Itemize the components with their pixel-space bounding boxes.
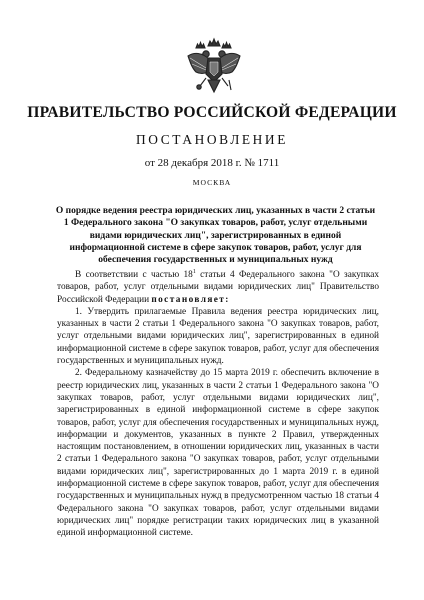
preamble-paragraph [57,269,379,306]
preamble-text-cont: статьи 4 Федерального закона "О закупках товаров, работ, услуг отдельными видами юридических лиц" Правительство Российской Федерации [57,270,379,305]
russian-coat-of-arms-icon [184,34,244,100]
document-body [57,269,379,540]
document-date-number: от 28 декабря 2018 г. № 1711 [144,157,280,169]
superscript-number: 1 [192,268,196,275]
document-type: ПОСТАНОВЛЕНИЕ [136,132,288,147]
preamble-text: В соответствии с частью 18 [75,270,193,280]
decree-word: постановляет: [151,294,230,305]
paragraph-1: 1. Утвердить прилагаемые Правила ведения реестра юридических лиц, указанных в части 2 статьи 1 Федерального закона "О закупках товаров, работ, услуг отдельными видами юридических лиц", зарегистрированных в единой информационной системе в сфере закупок товаров, работ, услуг для обеспечения государственных и муниципальных нужд. [57,306,379,367]
government-title: ПРАВИТЕЛЬСТВО РОССИЙСКОЙ ФЕДЕРАЦИИ [27,104,397,121]
document-heading: О порядке ведения реестра юридических лиц, указанных в части 2 статьи 1 Федерального закона "О закупках товаров, работ, услуг отдельными видами юридических лиц", зарегистрированных в единой информационной системе в сфере закупок товаров, работ, услуг для обеспечения государственных и муниципальных нужд [55,206,376,266]
document-city: МОСКВА [192,178,232,187]
paragraph-2: 2. Федеральному казначейству до 15 марта 2019 г. обеспечить включение в реестр юридических лиц, указанных в части 2 статьи 1 Федерального закона "О закупках товаров, работ, услуг отдельными видами юридических лиц", зарегистрированных в единой информационной системе в сфере закупок товаров, работ, услуг для обеспечения государственных и муниципальных нужд, информации и документов, указанных в пункте 2 Правил, утвержденных настоящим постановлением, в отношении юридических лиц, указанных в части 2 статьи 1 Федерального закона "О закупках товаров, работ, услуг отдельными видами юридических лиц", зарегистрированных до 1 марта 2019 г. в единой информационной системе в сфере закупок товаров, работ, услуг для обеспечения государственных и муниципальных нужд в предусмотренном частью 18 статьи 4 Федерального закона "О закупках товаров, работ, услуг отдельными видами юридических лиц" порядке регистрации таких юридических лиц в указанной единой информационной системе. [57,368,379,539]
